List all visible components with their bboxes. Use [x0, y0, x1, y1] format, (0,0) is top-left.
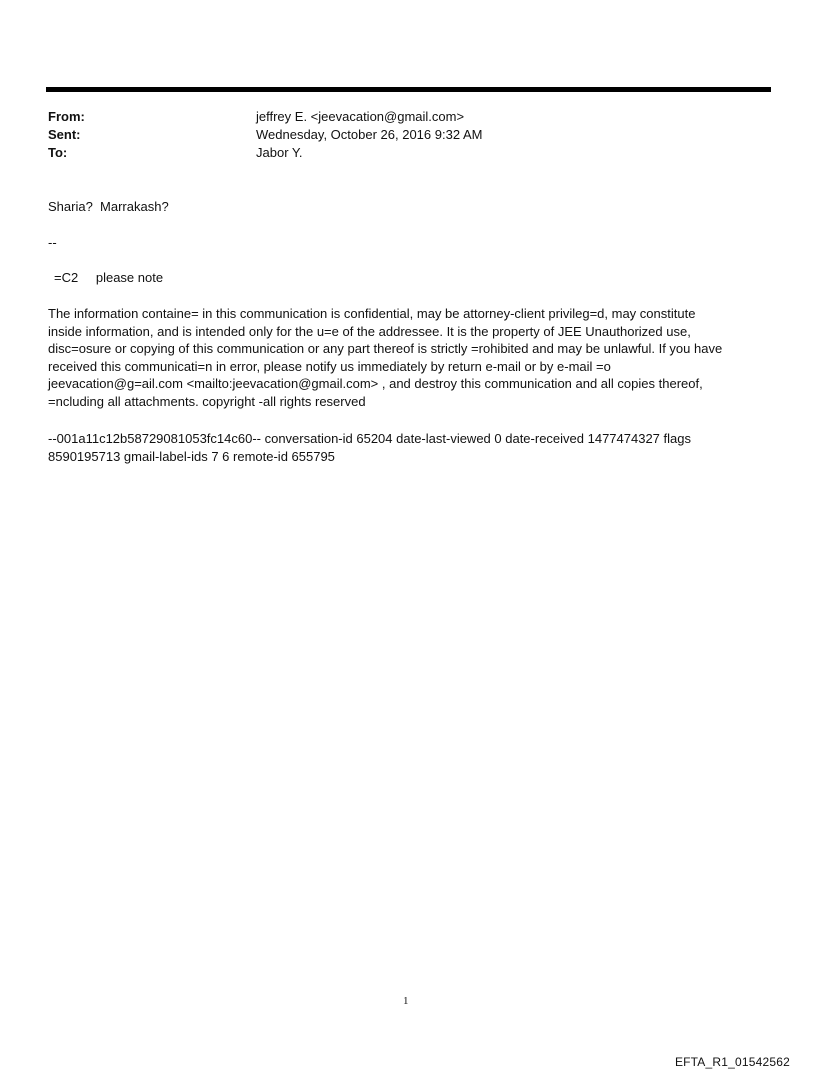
metadata-line: --001a11c12b58729081053fc14c60-- conversation-id 65204 date-last-viewed 0 date-received 1477474327 flags	[48, 431, 691, 446]
to-label: To:	[48, 145, 68, 160]
message-text: Sharia? Marrakash?	[48, 199, 169, 214]
signature-line	[54, 269, 774, 287]
message-metadata	[48, 430, 773, 465]
from-value: jeffrey E. <jeevacation@gmail.com>	[256, 109, 465, 124]
disclaimer-line: jeevacation@g=ail.com <mailto:jeevacation@gmail.com> , and destroy this communication and all copies thereof,	[48, 376, 703, 392]
disclaimer-line: inside information, and is intended only for the u=e of the addressee. It is the property of JEE Unauthorized use,	[48, 323, 691, 339]
signature-note: please note	[95, 270, 164, 285]
confidentiality-disclaimer	[48, 305, 773, 411]
header-rule	[46, 87, 771, 92]
disclaimer-line: The information containe= in this communication is confidential, may be attorney-client privileg=d, may constitute	[48, 306, 696, 321]
disclaimer-line: disc=osure or copying of this communication or any part thereof is strictly =rohibited and may be unlawful. If you have	[48, 341, 723, 357]
disclaimer-line: received this communicati=n in error, please notify us immediately by return e-mail or by e-mail =o	[48, 358, 611, 374]
from-label: From:	[48, 109, 85, 124]
page-number: 1	[403, 995, 409, 1007]
disclaimer-line: =ncluding all attachments. copyright -all rights reserved	[48, 393, 366, 409]
sent-value: Wednesday, October 26, 2016 9:32 AM	[256, 127, 483, 142]
document-id: EFTA_R1_01542562	[674, 1055, 790, 1069]
sent-label: Sent:	[48, 127, 81, 142]
signature-code: =C2	[54, 270, 79, 285]
signature-separator: --	[48, 235, 57, 250]
to-value: Jabor Y.	[256, 145, 303, 160]
metadata-line: 8590195713 gmail-label-ids 7 6 remote-id 655795	[48, 448, 335, 464]
